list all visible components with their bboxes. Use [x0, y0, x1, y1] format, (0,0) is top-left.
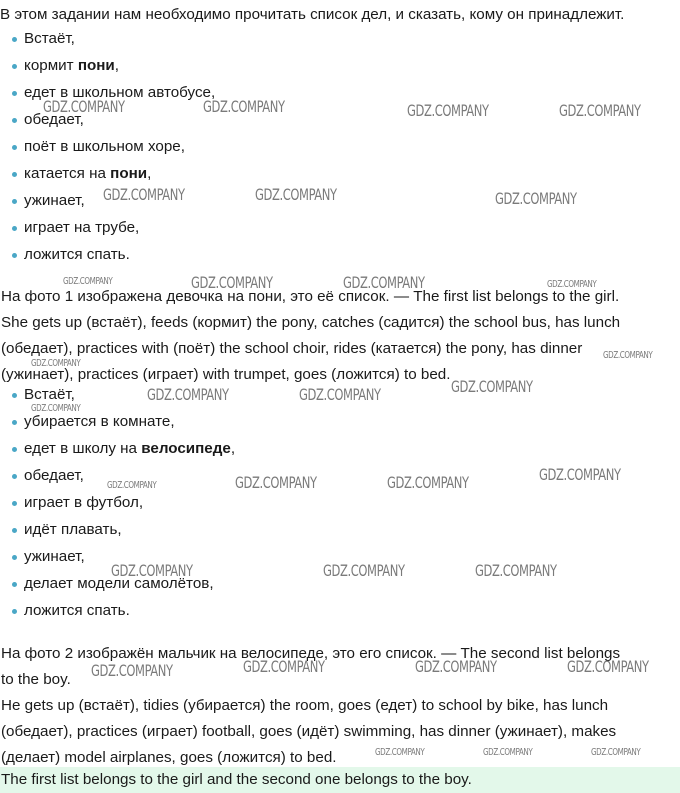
watermark-text: GDZ.COMPANY — [387, 473, 469, 492]
paragraph-line: На фото 1 изображена девочка на пони, это её список. — The first list belongs to the girl. — [1, 288, 620, 305]
list-item — [0, 52, 215, 79]
paragraph-line: На фото 2 изображён мальчик на велосипеде, это его список. — The second list belongs — [1, 645, 621, 662]
bullet-icon — [12, 253, 17, 258]
bullet-icon — [12, 118, 17, 123]
watermark-text: GDZ.COMPANY — [43, 97, 125, 116]
list-item — [0, 241, 215, 268]
watermark-text: GDZ.COMPANY — [415, 657, 497, 676]
watermark-text: GDZ.COMPANY — [299, 385, 381, 404]
list-item — [0, 516, 235, 543]
list-item-text: едет в школьном автобусе, — [24, 84, 216, 101]
bullet-icon — [12, 393, 17, 398]
list-item-text: играет на трубе, — [24, 219, 140, 236]
watermark-text: GDZ.COMPANY — [343, 273, 425, 292]
bullet-icon — [12, 501, 17, 506]
list-item — [0, 160, 215, 187]
watermark-text: GDZ.COMPANY — [495, 189, 577, 208]
watermark-text: GDZ.COMPANY — [255, 185, 337, 204]
watermark-text: GDZ.COMPANY — [559, 101, 641, 120]
list-item-text: ложится спать. — [24, 246, 130, 263]
list-item — [0, 435, 235, 462]
watermark-text: GDZ.COMPANY — [147, 385, 229, 404]
paragraph-line: (делает) model airplanes, goes (ложится) to bed. — [1, 749, 337, 766]
watermark-text: GDZ.COMPANY — [603, 350, 653, 361]
watermark-text: GDZ.COMPANY — [375, 747, 425, 758]
list-item-text: убирается в комнате, — [24, 413, 175, 430]
list-item — [0, 25, 215, 52]
list-item-text: ужинает, — [24, 192, 85, 209]
bullet-icon — [12, 172, 17, 177]
todo-list-girl — [0, 25, 215, 268]
paragraph-line: (обедает), practices (играет) football, goes (идёт) swimming, has dinner (ужинает), makes — [1, 723, 617, 740]
bullet-icon — [12, 555, 17, 560]
watermark-text: GDZ.COMPANY — [31, 358, 81, 369]
watermark-text: GDZ.COMPANY — [91, 661, 173, 680]
list-item-text: ужинает, — [24, 548, 85, 565]
bullet-icon — [12, 528, 17, 533]
list-item-text: делает модели самолётов, — [24, 575, 214, 592]
watermark-text: GDZ.COMPANY — [547, 279, 597, 290]
list-item-text: обедает, — [24, 467, 84, 484]
watermark-text: GDZ.COMPANY — [63, 276, 113, 287]
bullet-icon — [12, 474, 17, 479]
paragraph-line: She gets up (встаёт), feeds (кормит) the pony, catches (садится) the school bus, has lunch — [1, 314, 621, 331]
watermark-text: GDZ.COMPANY — [107, 480, 157, 491]
watermark-text: GDZ.COMPANY — [407, 101, 489, 120]
list-item-text: обедает, — [24, 111, 84, 128]
bullet-icon — [12, 91, 17, 96]
todo-list-boy — [0, 381, 235, 624]
bullet-icon — [12, 226, 17, 231]
list-item-text: играет в футбол, — [24, 494, 144, 511]
list-item — [0, 133, 215, 160]
bullet-icon — [12, 420, 17, 425]
watermark-text: GDZ.COMPANY — [475, 561, 557, 580]
intro-text: В этом задании нам необходимо прочитать список дел, и сказать, кому он принадлежит. — [0, 6, 625, 23]
list-item — [0, 489, 235, 516]
list-item-text: ложится спать. — [24, 602, 130, 619]
bullet-icon — [12, 64, 17, 69]
watermark-text: GDZ.COMPANY — [567, 657, 649, 676]
watermark-text: GDZ.COMPANY — [111, 561, 193, 580]
list-item-suffix: , — [230, 440, 236, 457]
list-item-suffix: , — [147, 165, 152, 182]
watermark-text: GDZ.COMPANY — [451, 377, 533, 396]
watermark-text: GDZ.COMPANY — [243, 657, 325, 676]
list-item-bold: пони — [110, 165, 148, 182]
list-item-text: кормит — [24, 57, 78, 74]
list-item-bold: пони — [77, 57, 115, 74]
list-item-bold: велосипеде — [141, 440, 231, 457]
watermark-text: GDZ.COMPANY — [31, 403, 81, 414]
list-item — [0, 597, 235, 624]
paragraph-line: (обедает), practices with (поёт) the school choir, rides (катается) the pony, has dinner — [1, 340, 583, 357]
list-item-text: катается на — [24, 165, 111, 182]
list-item-text: Встаёт, — [24, 30, 75, 47]
paragraph-line: to the boy. — [1, 671, 71, 688]
watermark-text: GDZ.COMPANY — [539, 465, 621, 484]
bullet-icon — [12, 447, 17, 452]
list-item-text: едет в школу на — [24, 440, 142, 457]
watermark-text: GDZ.COMPANY — [103, 185, 185, 204]
watermark-text: GDZ.COMPANY — [591, 747, 641, 758]
bullet-icon — [12, 37, 17, 42]
watermark-text: GDZ.COMPANY — [323, 561, 405, 580]
list-item — [0, 214, 215, 241]
paragraph-line: He gets up (встаёт), tidies (убирается) the room, goes (едет) to school by bike, has lunch — [1, 697, 609, 714]
watermark-text: GDZ.COMPANY — [235, 473, 317, 492]
watermark-text: GDZ.COMPANY — [483, 747, 533, 758]
watermark-text: GDZ.COMPANY — [203, 97, 285, 116]
list-item-suffix: , — [114, 57, 120, 74]
bullet-icon — [12, 582, 17, 587]
bullet-icon — [12, 609, 17, 614]
bullet-icon — [12, 145, 17, 150]
watermark-text: GDZ.COMPANY — [191, 273, 273, 292]
list-item-text: Встаёт, — [24, 386, 75, 403]
paragraph-line: (ужинает), practices (играет) with trumpet, goes (ложится) to bed. — [1, 366, 451, 383]
paragraph-girl — [0, 284, 680, 388]
answer-highlight: The first list belongs to the girl and the second one belongs to the boy. — [0, 767, 680, 793]
bullet-icon — [12, 199, 17, 204]
list-item-text: поёт в школьном хоре, — [24, 138, 185, 155]
list-item-text: идёт плавать, — [24, 521, 122, 538]
